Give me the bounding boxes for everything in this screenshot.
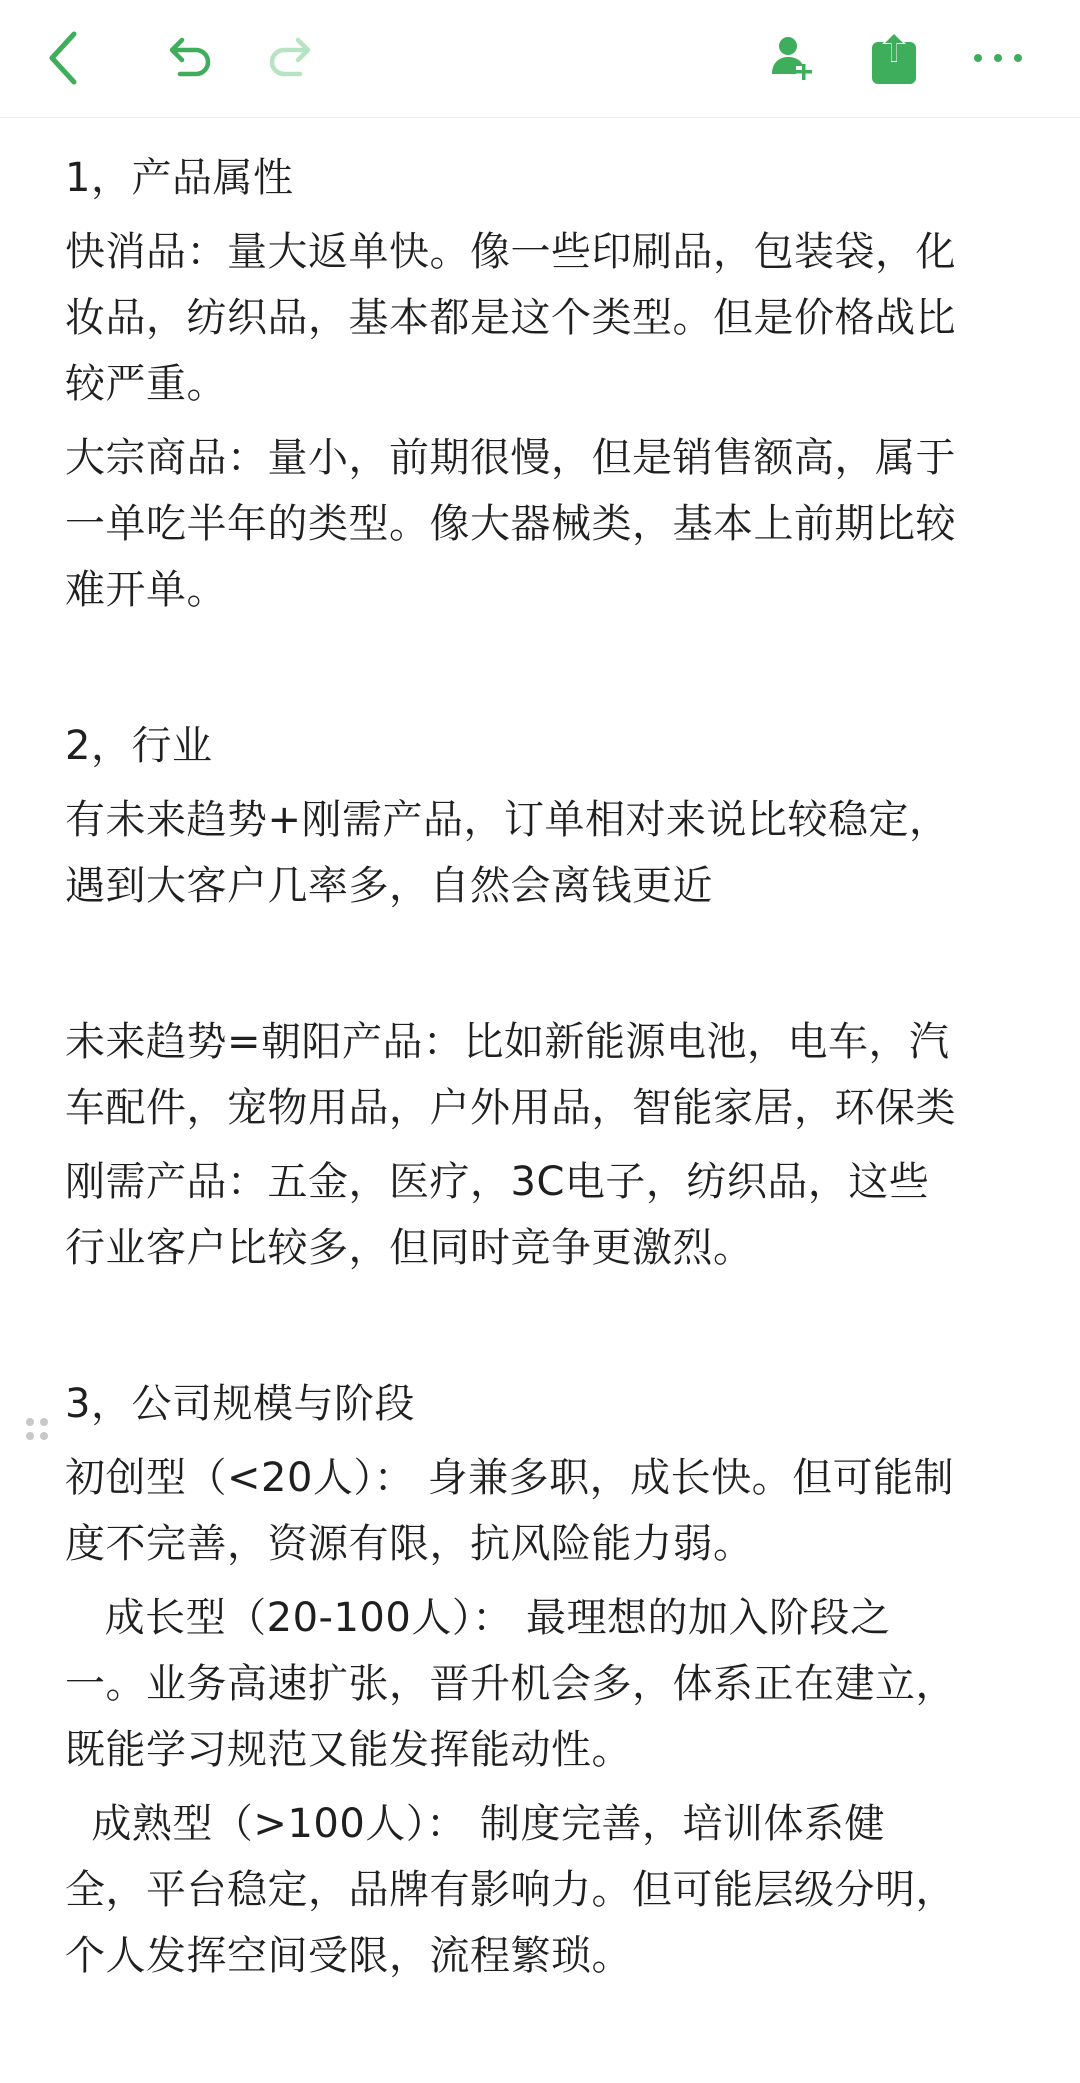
paragraph bbox=[65, 787, 1025, 919]
paragraph-line: 成熟型（>100人）： 制度完善，培训体系健 bbox=[65, 1801, 886, 1847]
paragraph bbox=[65, 1009, 1025, 1141]
paragraph-line: 车配件，宠物用品，户外用品，智能家居，环保类 bbox=[65, 1085, 956, 1131]
undo-button[interactable] bbox=[152, 22, 224, 94]
paragraph-line: 大宗商品：量小，前期很慢，但是销售额高，属于 bbox=[65, 435, 956, 481]
paragraph bbox=[65, 1149, 1025, 1281]
paragraph-line: 成长型（20-100人）： 最理想的加入阶段之 bbox=[65, 1595, 891, 1641]
paragraph-line: 个人发挥空间受限，流程繁琐。 bbox=[65, 1933, 632, 1979]
undo-icon bbox=[160, 30, 216, 86]
paragraph-line: 遇到大客户几率多，自然会离钱更近 bbox=[65, 863, 713, 909]
paragraph-line: 有未来趋势+刚需产品，订单相对来说比较稳定， bbox=[65, 797, 950, 843]
paragraph-line: 快消品：量大返单快。像一些印刷品，包装袋，化 bbox=[65, 229, 956, 275]
share-icon bbox=[866, 28, 922, 88]
back-icon bbox=[42, 28, 86, 88]
paragraph bbox=[65, 425, 1025, 623]
add-collaborator-button[interactable] bbox=[756, 22, 828, 94]
redo-button[interactable] bbox=[256, 22, 328, 94]
paragraph-line: 妆品，纺织品，基本都是这个类型。但是价格战比 bbox=[65, 295, 956, 341]
paragraph bbox=[65, 219, 1025, 417]
paragraph-line: 一单吃半年的类型。像大器械类，基本上前期比较 bbox=[65, 501, 956, 547]
back-button[interactable] bbox=[28, 22, 100, 94]
paragraph-line: 刚需产品：五金，医疗，3C电子，纺织品，这些 bbox=[65, 1159, 930, 1205]
paragraph-line: 初创型（<20人）： 身兼多职，成长快。但可能制 bbox=[65, 1455, 955, 1501]
more-options-button[interactable] bbox=[962, 22, 1034, 94]
paragraph-line: 全，平台稳定，品牌有影响力。但可能层级分明， bbox=[65, 1867, 956, 1913]
paragraph-line: 既能学习规范又能发挥能动性。 bbox=[65, 1727, 632, 1773]
paragraph bbox=[65, 1791, 1025, 1989]
section-heading: 3，公司规模与阶段 bbox=[65, 1381, 415, 1427]
share-user-icon bbox=[764, 30, 820, 86]
drag-handle-icon[interactable] bbox=[26, 1418, 48, 1440]
paragraph-line: 难开单。 bbox=[65, 567, 227, 613]
note-body[interactable] bbox=[65, 145, 1025, 1989]
note-toolbar bbox=[0, 0, 1080, 118]
paragraph-line: 度不完善，资源有限，抗风险能力弱。 bbox=[65, 1521, 754, 1567]
paragraph-line: 较严重。 bbox=[65, 361, 227, 407]
paragraph bbox=[65, 1585, 1025, 1783]
paragraph-line: 行业客户比较多，但同时竞争更激烈。 bbox=[65, 1225, 754, 1271]
paragraph-line: 一。业务高速扩张，晋升机会多，体系正在建立， bbox=[65, 1661, 956, 1707]
more-icon bbox=[970, 48, 1026, 68]
paragraph-line: 未来趋势=朝阳产品：比如新能源电池，电车，汽 bbox=[65, 1019, 950, 1065]
redo-icon bbox=[264, 30, 320, 86]
section-heading: 2，行业 bbox=[65, 723, 213, 769]
section-heading: 1，产品属性 bbox=[65, 155, 294, 201]
share-button[interactable] bbox=[858, 22, 930, 94]
paragraph bbox=[65, 1445, 1025, 1577]
